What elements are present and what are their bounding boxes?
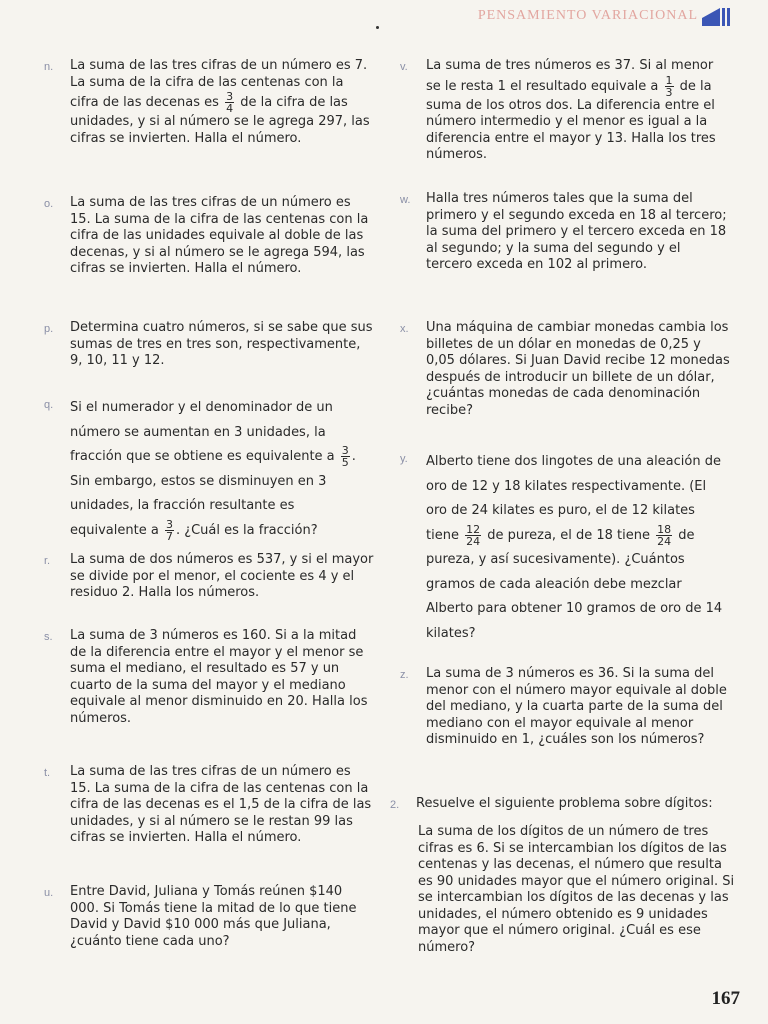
fraction-numerator: 3	[226, 90, 234, 103]
exercise-item	[44, 552, 374, 602]
exercise-item	[400, 320, 730, 419]
exercise-item	[44, 764, 374, 847]
problem-title: Resuelve el siguiente problema sobre dígitos:	[416, 796, 713, 811]
exercise-letter: y.	[400, 453, 408, 465]
text-segment: Alberto tiene dos lingotes de una aleación de oro de 12 y 18 kilates respectivamente. (El oro de 24 kilates es puro, el de 12 kilates tiene	[426, 454, 721, 543]
fraction	[465, 524, 481, 547]
exercise-item	[44, 884, 374, 950]
fraction	[665, 75, 674, 98]
fraction-numerator: 1	[665, 73, 673, 87]
exercise-letter: o.	[44, 198, 54, 210]
section-tab-icon	[702, 6, 732, 26]
text-segment: La suma de las tres cifras de un número es 7. La suma de la cifra de las centenas con la cifra de las decenas es	[70, 58, 368, 110]
fraction-numerator: 3	[165, 517, 173, 531]
text-segment: de pureza, el de 18 tiene	[483, 527, 655, 543]
exercise-item	[44, 320, 374, 370]
page-header	[478, 4, 732, 28]
text-segment: . ¿Cuál es la fracción?	[175, 522, 318, 538]
exercise-item	[44, 195, 374, 278]
exercise-letter: p.	[44, 323, 54, 335]
exercise-text	[70, 396, 374, 543]
text-segment: Si el numerador y el denominador de un número se aumentan en 3 unidades, la fracción que se obtiene es equivalente a	[70, 400, 339, 464]
section-title: PENSAMIENTO VARIACIONAL	[477, 8, 698, 23]
exercise-letter: n.	[44, 61, 54, 73]
exercise-item	[400, 191, 730, 274]
exercise-text: La suma de 3 números es 36. Si la suma del menor con el número mayor equivale al doble del mediano, y la cuarta parte de la suma del mediano con el mayor equivale al menor disminuido en 1, ¿cuáles son los números?	[426, 666, 727, 747]
fraction	[341, 445, 350, 468]
fraction-denominator: 4	[226, 102, 234, 115]
page-number: 167	[711, 988, 740, 1009]
problem-number: 2.	[390, 799, 400, 811]
exercise-letter: r.	[44, 555, 51, 567]
exercise-letter: s.	[44, 631, 53, 643]
problem-item	[390, 796, 713, 812]
text-segment: de la suma de los otros dos. La diferencia entre el número intermedio y el menor es igual a la diferencia entre el mayor y 13. Halla los tres números.	[426, 78, 716, 162]
exercise-text	[426, 450, 730, 646]
exercise-text: La suma de las tres cifras de un número es 15. La suma de la cifra de las centenas con la cifra de las unidades equivale al doble de las decenas, y si al número se le agrega 594, las cifras se invierten. Halla el número.	[70, 195, 369, 276]
fraction-denominator: 24	[657, 534, 672, 548]
exercise-letter: q.	[44, 399, 54, 411]
exercise-text: Una máquina de cambiar monedas cambia los billetes de un dólar en monedas de 0,25 y 0,05 dólares. Si Juan David recibe 12 monedas después de introducir un billete de un dólar, ¿cuántas monedas de cada denominación recibe?	[426, 320, 730, 418]
fraction	[165, 519, 174, 542]
fraction	[225, 91, 234, 114]
text-segment: . Sin embargo, estos se disminuyen en 3 unidades, la fracción resultante es equivalente a	[70, 449, 356, 538]
exercise-text: La suma de las tres cifras de un número es 15. La suma de la cifra de las centenas con la cifra de las decenas es el 1,5 de la cifra de las unidades, y si al número se le restan 99 las cifras se invierten. Halla el número.	[70, 764, 372, 845]
exercise-letter: v.	[400, 61, 408, 73]
fraction-numerator: 3	[341, 444, 349, 457]
exercise-item	[400, 450, 730, 646]
exercise-letter: z.	[400, 669, 409, 681]
exercise-letter: w.	[400, 194, 411, 206]
exercise-letter: x.	[400, 323, 409, 335]
exercise-text: Halla tres números tales que la suma del primero y el segundo exceda en 18 al tercero; la suma del primero y el tercero exceda en 18 al segundo; y la suma del segundo y el tercero exceda en 102 al primero.	[426, 191, 727, 272]
fraction-numerator: 12	[466, 522, 481, 536]
exercise-item	[400, 58, 730, 164]
exercise-text	[426, 58, 730, 164]
problem-body	[418, 824, 740, 956]
exercise-text: Determina cuatro números, si se sabe que sus sumas de tres en tres son, respectivamente, 9, 10, 11 y 12.	[70, 320, 373, 368]
exercise-text	[70, 58, 374, 147]
fraction-denominator: 7	[165, 529, 173, 543]
exercise-item	[44, 396, 374, 543]
speck	[376, 26, 379, 29]
exercise-item	[44, 58, 374, 147]
text-segment: de pureza, y así sucesivamente). ¿Cuántos gramos de cada aleación debe mezclar Alberto para obtener 10 gramos de oro de 14 kilates?	[426, 527, 723, 641]
fraction-denominator: 5	[341, 456, 349, 469]
exercise-item	[400, 666, 730, 749]
text-segment: de la cifra de las unidades, y si al número se le agrega 297, las cifras se invierten. Halla el número.	[70, 95, 370, 146]
fraction-numerator: 18	[657, 522, 672, 536]
exercise-text: La suma de dos números es 537, y si el mayor se divide por el menor, el cociente es 4 y el residuo 2. Halla los números.	[70, 552, 374, 600]
exercise-text: La suma de 3 números es 160. Si a la mitad de la diferencia entre el mayor y el menor se suma el mediano, el resultado es 57 y un cuarto de la suma del mayor y el mediano equivale al menor disminuido en 20. Halla los números.	[70, 628, 368, 726]
fraction	[656, 524, 672, 547]
exercise-item	[44, 628, 374, 727]
problem-text: La suma de los dígitos de un número de tres cifras es 6. Si se intercambian los dígitos de las centenas y las decenas, el número que resulta es 90 unidades mayor que el número original. Si se intercambian los dígitos de las decenas y las unidades, el número obtenido es 9 unidades mayor que el número original. ¿Cuál es ese número?	[418, 824, 735, 955]
fraction-denominator: 24	[466, 534, 481, 548]
exercise-text: Entre David, Juliana y Tomás reúnen $140 000. Si Tomás tiene la mitad de lo que tiene David y David $10 000 más que Juliana, ¿cuánto tiene cada uno?	[70, 884, 357, 949]
exercise-letter: u.	[44, 887, 54, 899]
exercise-letter: t.	[44, 767, 51, 779]
text-segment: La suma de tres números es 37. Si al menor se le resta 1 el resultado equivale a	[426, 58, 714, 94]
fraction-denominator: 3	[665, 85, 673, 99]
